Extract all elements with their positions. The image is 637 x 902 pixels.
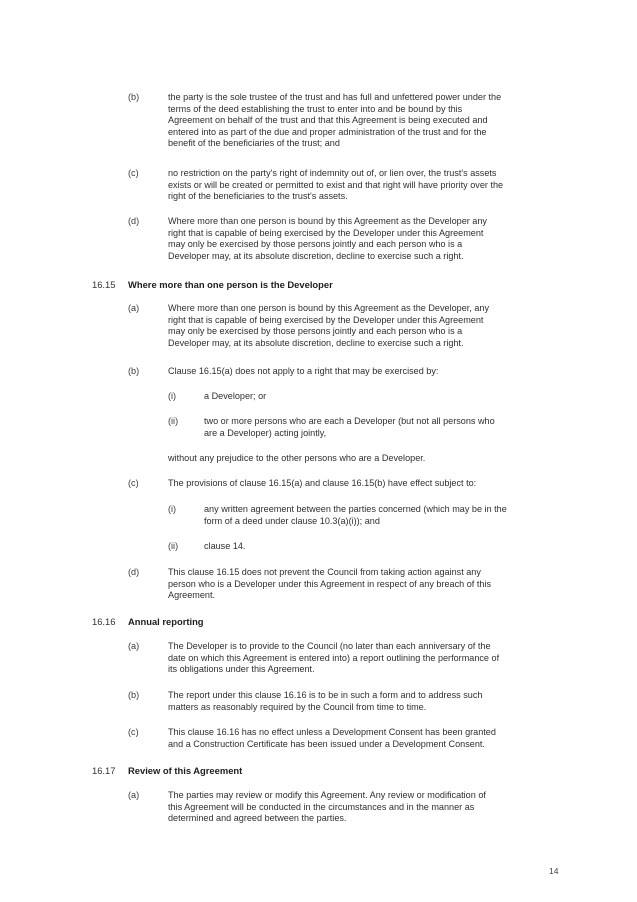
paragraph-line: Where more than one person is bound by this Agreement as the Developer, any xyxy=(168,303,489,313)
subitem-marker: (i) xyxy=(168,391,177,401)
clause-paragraph xyxy=(168,216,487,262)
paragraph-line: this Agreement will be conducted in the circumstances and in the manner as xyxy=(168,801,475,812)
paragraph-line: the party is the sole trustee of the trust and has full and unfettered power under the xyxy=(168,92,502,102)
paragraph-line: may only be exercised by those persons jointly and each person who is a xyxy=(168,239,463,250)
subclause-paragraph xyxy=(204,541,245,553)
section-number: 16.17 xyxy=(92,765,116,776)
clause-paragraph xyxy=(168,727,496,750)
paragraph-line: The report under this clause 16.16 is to be in such a form and to address such xyxy=(168,690,483,700)
paragraph-line: any written agreement between the parties concerned (which may be in the xyxy=(204,504,507,514)
clause-paragraph xyxy=(168,567,491,602)
subclause-paragraph xyxy=(204,504,507,527)
paragraph-line: Clause 16.15(a) does not apply to a right that may be exercised by: xyxy=(168,366,439,376)
paragraph-line: Agreement. xyxy=(168,590,216,601)
paragraph-line: are a Developer) acting jointly, xyxy=(204,427,327,438)
item-marker: (b) xyxy=(128,690,140,700)
section-heading: Annual reporting xyxy=(128,616,204,627)
paragraph-line: This clause 16.16 has no effect unless a Development Consent has been granted xyxy=(168,727,496,737)
paragraph-line: The parties may review or modify this Agreement. Any review or modification of xyxy=(168,790,486,800)
paragraph-line: form of a deed under clause 10.3(a)(i)); and xyxy=(204,515,380,526)
paragraph-line: This clause 16.15 does not prevent the Council from taking action against any xyxy=(168,567,481,577)
section-number: 16.15 xyxy=(92,279,116,290)
item-marker: (c) xyxy=(128,478,139,488)
paragraph-line: no restriction on the party's right of indemnity out of, or lien over, the trust's assets xyxy=(168,168,497,178)
item-marker: (a) xyxy=(128,641,140,651)
paragraph-line: right that is capable of being exercised by the Developer under this Agreement xyxy=(168,314,484,325)
paragraph-line: Developer may, at its absolute discretion, decline to exercise such a right. xyxy=(168,337,464,348)
item-marker: (b) xyxy=(128,366,140,376)
paragraph-line: right of the beneficiaries to the trust's assets. xyxy=(168,191,348,202)
clause-paragraph xyxy=(168,641,499,676)
paragraph-line: may only be exercised by those persons jointly and each person who is a xyxy=(168,326,463,337)
paragraph-line: its obligations under this Agreement. xyxy=(168,664,315,675)
paragraph-line: two or more persons who are each a Developer (but not all persons who xyxy=(204,416,495,426)
item-marker: (d) xyxy=(128,216,140,226)
paragraph-line: Where more than one person is bound by this Agreement as the Developer any xyxy=(168,216,487,226)
clause-paragraph xyxy=(168,303,489,349)
section-heading: Review of this Agreement xyxy=(128,765,243,776)
subitem-marker: (i) xyxy=(168,504,177,514)
paragraph-line: matters as reasonably required by the Council from time to time. xyxy=(168,701,427,712)
paragraph-line: Agreement on behalf of the trust and that this Agreement is being executed and xyxy=(168,115,488,126)
paragraph-line: exists or will be created or permitted to exist and that right will have priority over the xyxy=(168,179,504,190)
item-marker: (d) xyxy=(128,567,140,577)
item-marker: (c) xyxy=(128,727,139,737)
clause-paragraph xyxy=(168,453,425,465)
paragraph-line: and a Construction Certificate has been issued under a Development Consent. xyxy=(168,738,485,749)
section-number: 16.16 xyxy=(92,616,116,627)
clause-paragraph xyxy=(168,690,482,713)
clause-paragraph xyxy=(168,478,476,490)
subitem-marker: (ii) xyxy=(168,541,179,551)
subclause-paragraph xyxy=(204,416,495,439)
paragraph-line: right that is capable of being exercised by the Developer under this Agreement xyxy=(168,227,484,238)
subclause-paragraph xyxy=(204,391,266,403)
clause-paragraph xyxy=(168,790,486,825)
paragraph-line: The provisions of clause 16.15(a) and clause 16.15(b) have effect subject to: xyxy=(168,478,477,488)
section-heading: Where more than one person is the Developer xyxy=(128,279,333,290)
paragraph-line: a Developer; or xyxy=(204,391,267,401)
item-marker: (a) xyxy=(128,790,140,800)
paragraph-line: The Developer is to provide to the Council (no later than each anniversary of the xyxy=(168,641,491,651)
paragraph-line: Developer may, at its absolute discretion, decline to exercise such a right. xyxy=(168,250,464,261)
clause-paragraph xyxy=(168,168,503,203)
paragraph-line: benefit of the beneficiaries of the trust; and xyxy=(168,138,340,149)
clause-paragraph xyxy=(168,366,438,378)
item-marker: (c) xyxy=(128,168,139,178)
item-marker: (b) xyxy=(128,92,140,102)
page-number: 14 xyxy=(549,866,559,876)
paragraph-line: terms of the deed establishing the trust to enter into and be bound by this xyxy=(168,103,463,114)
item-marker: (a) xyxy=(128,303,140,313)
paragraph-line: determined and agreed between the parties. xyxy=(168,813,347,824)
paragraph-line: date on which this Agreement is entered into) a report outlining the performance of xyxy=(168,652,500,663)
paragraph-line: person who is a Developer under this Agreement in respect of any breach of this xyxy=(168,578,492,589)
paragraph-line: clause 14. xyxy=(204,541,246,551)
paragraph-line: entered into as part of the due and proper administration of the trust and for the xyxy=(168,126,487,137)
paragraph-line: without any prejudice to the other persons who are a Developer. xyxy=(168,453,426,463)
clause-paragraph xyxy=(168,92,501,150)
subitem-marker: (ii) xyxy=(168,416,179,426)
